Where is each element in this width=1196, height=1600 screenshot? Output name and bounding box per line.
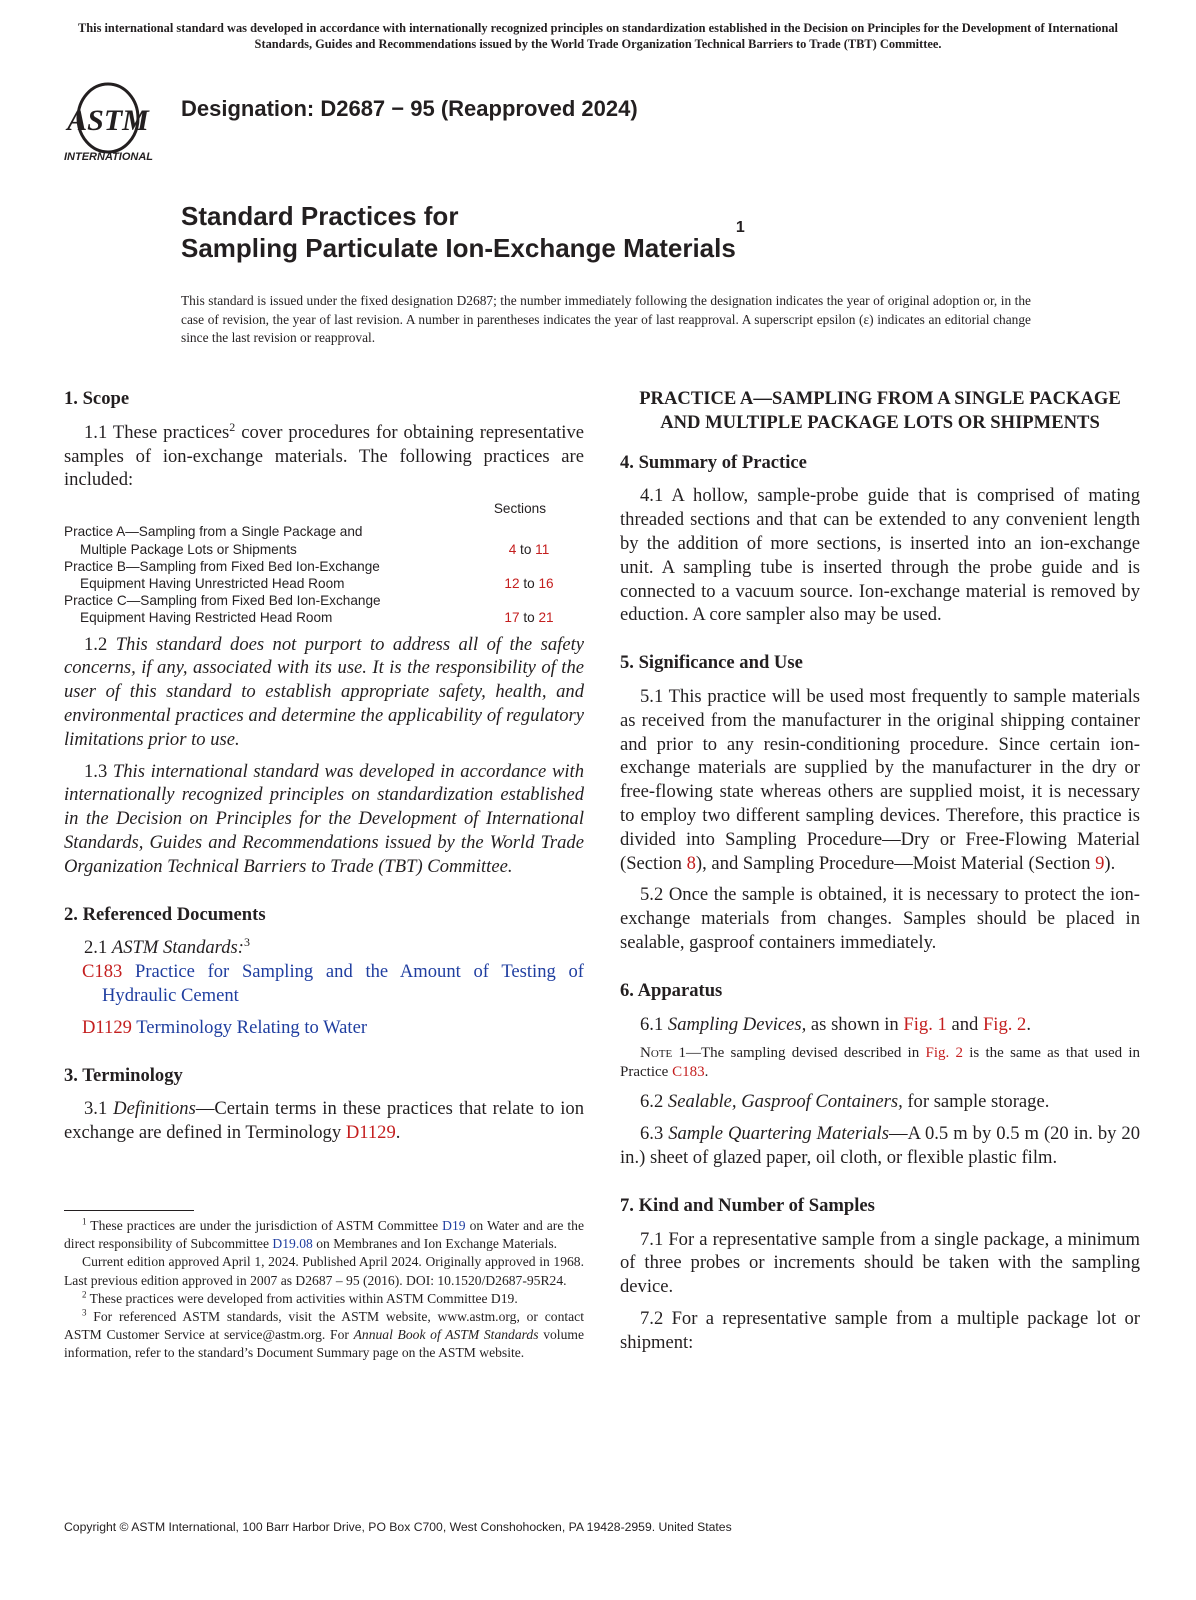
para-1-1: 1.1 These practices$^2$ cover procedures for obtaining representative samples of ion-exchange materials. The following practices are included: xyxy=(64,419,584,491)
issued-note: This standard is issued under the fixed designation D2687; the number immediately following the designation indicates the year of original adoption or, in the case of revision, the year of last revision. A number in parentheses indicates the year of last reapproval. A superscript epsilon (ε) indicates an editorial change since the last revision or reapproval. xyxy=(181,293,1031,345)
toc-link[interactable]: 12 xyxy=(504,576,520,591)
footnote-3: $^3$ For referenced ASTM standards, visit the ASTM website, www.astm.org, or contact ASTM Customer Service at service@astm.org. For Annual Book of ASTM Standards volume information, refer to the standard’s Document Summary page on the ASTM website. xyxy=(64,1307,584,1361)
para-6-3: 6.3 Sample Quartering Materials—A 0.5 m by 0.5 m (20 in. by 20 in.) sheet of glazed paper, oil cloth, or flexible plastic film. xyxy=(620,1123,1141,1168)
toc-link[interactable]: 21 xyxy=(538,610,554,626)
toc-header: Sections xyxy=(493,501,546,517)
toc-link[interactable]: 4 xyxy=(508,541,517,557)
terminology-link[interactable]: D1129 xyxy=(345,1122,396,1144)
toc-link[interactable]: 17 xyxy=(504,610,520,626)
left-column xyxy=(64,387,584,1153)
para-5-1: 5.1 This practice will be used most frequently to sample materials as received from the manufacturer in the original shipping container and prior to any resin-conditioning procedure. Since certain ion-exchange materials are supplied by the manufacturer in the dry or free-flowing state whereas others are supplied moist, it is necessary to employ two different sampling devices. Therefore, this practice is divided into Sampling Procedure—Dry or Free-Flowing Material (Section 8), and Sampling Procedure—Moist Material (Section 9). xyxy=(620,685,1140,874)
title-line-2: Sampling Particulate Ion-Exchange Materials$^1$ xyxy=(181,219,745,263)
section-scope-heading: 1. Scope xyxy=(64,388,130,409)
figure-link[interactable]: Fig. 2 xyxy=(925,1045,963,1062)
subcommittee-link[interactable]: D19.08 xyxy=(272,1236,313,1252)
reference-item[interactable]: C183 Practice for Sampling and the Amount of Testing of Hydraulic Cement xyxy=(82,961,584,1006)
toc-link[interactable]: 16 xyxy=(538,576,554,591)
logo-letters: ASTM xyxy=(67,104,149,137)
astm-logo xyxy=(62,72,172,167)
right-column xyxy=(620,387,1140,1363)
para-1-2: 1.2 This standard does not purport to address all of the safety concerns, if any, associated with its use. It is the responsibility of the user of this standard to establish appropriate safety, health, and environmental practices and determine the applicability of regulatory limitations prior to use. xyxy=(64,633,584,750)
practice-a-heading: PRACTICE A—SAMPLING FROM A SINGLE PACKAGE AND MULTIPLE PACKAGE LOTS OR SHIPMENTS xyxy=(639,388,1121,433)
designation: Designation: D2687 − 95 (Reapproved 2024) xyxy=(181,96,638,121)
footnote-2: $^2$ These practices were developed from activities within ASTM Committee D19. xyxy=(82,1289,518,1306)
section-refdocs-heading: 2. Referenced Documents xyxy=(64,903,266,925)
copyright-footer: Copyright © ASTM International, 100 Barr Harbor Drive, PO Box C700, West Conshohocken, PA 19428-2959. United States xyxy=(64,1520,732,1534)
logo-subtext: INTERNATIONAL xyxy=(64,151,154,163)
para-5-2: 5.2 Once the sample is obtained, it is necessary to protect the ion-exchange materials from changes. Samples should be placed in sealable, gasproof containers immediately. xyxy=(620,884,1140,953)
section-link[interactable]: 8 xyxy=(686,852,696,874)
figure-link[interactable]: Fig. 1 xyxy=(903,1013,947,1035)
astm-logo-mark xyxy=(62,72,172,167)
document-title xyxy=(181,200,745,264)
committee-link[interactable]: D19 xyxy=(442,1218,466,1233)
section-kind-heading: 7. Kind and Number of Samples xyxy=(620,1194,875,1216)
para-6-2: 6.2 Sealable, Gasproof Containers, for sample storage. xyxy=(640,1091,1050,1113)
para-6-1: 6.1 Sampling Devices, as shown in Fig. 1 and Fig. 2. xyxy=(640,1013,1032,1035)
para-7-1: 7.1 For a representative sample from a single package, a minimum of three probes or increments should be taken with the sampling device. xyxy=(620,1228,1140,1298)
toc-row: Practice B—Sampling from Fixed Bed Ion-Exchange Equipment Having Unrestricted Head Room 12 to 16 xyxy=(64,558,554,591)
reference-item[interactable]: D1129 Terminology Relating to Water xyxy=(82,1016,368,1038)
wto-notice: This international standard was developed in accordance with internationally recognized principles on standardization established in the Decision on Principles for the Development of International Standards, Guides and Recommendations issued by the World Trade Organization Technical Barriers to Trade (TBT) Committee. xyxy=(77,21,1119,51)
figure-link[interactable]: Fig. 2 xyxy=(982,1013,1027,1035)
footnote-divider xyxy=(64,1210,194,1211)
para-2-1: 2.1 ASTM Standards:$^3$ xyxy=(84,935,250,959)
section-summary-heading: 4. Summary of Practice xyxy=(620,451,807,473)
para-3-1: 3.1 Definitions—Certain terms in these practices that relate to ion exchange are defined in Terminology D1129. xyxy=(64,1098,584,1144)
section-terminology-heading: 3. Terminology xyxy=(64,1064,183,1086)
footnote-1-edition: Current edition approved April 1, 2024. Published April 2024. Originally approved in 1968. Last previous edition approved in 2007 as D2687 – 95 (2016). DOI: 10.1520/D2687-95R24. xyxy=(64,1254,584,1288)
standard-link[interactable]: C183 xyxy=(672,1064,705,1081)
footnotes xyxy=(64,1210,584,1363)
toc-row: Practice C—Sampling from Fixed Bed Ion-Exchange Equipment Having Restricted Head Room 17 to 21 xyxy=(64,593,554,626)
title-footnote-mark: 1 xyxy=(735,219,745,236)
footnote-1: $^1$ These practices are under the jurisdiction of ASTM Committee D19 on Water and are the direct responsibility of Subcommittee D19.08 on Membranes and Ion Exchange Materials. xyxy=(64,1216,584,1252)
section-apparatus-heading: 6. Apparatus xyxy=(620,979,723,1001)
section-link[interactable]: 9 xyxy=(1095,852,1105,874)
para-1-3: 1.3 This international standard was developed in accordance with internationally recognized principles on standardization established in the Decision on Principles for the Development of International Standards, Guides and Recommendations issued by the World Trade Organization Technical Barriers to Trade (TBT) Committee. xyxy=(64,760,585,877)
title-line-1: Standard Practices for xyxy=(181,201,459,231)
toc-row: Practice A—Sampling from a Single Package and Multiple Package Lots or Shipments 4 to 11 xyxy=(64,524,550,557)
section-significance-heading: 5. Significance and Use xyxy=(620,652,803,674)
para-7-2: 7.2 For a representative sample from a multiple package lot or shipment: xyxy=(620,1307,1140,1353)
toc-link[interactable]: 11 xyxy=(535,541,550,557)
practices-table xyxy=(64,500,584,626)
para-4-1: 4.1 A hollow, sample-probe guide that is comprised of mating threaded sections and that can be extended to any convenient length by the addition of more sections, is inserted into an ion-exchange unit. A sampling tube is inserted through the probe guide and is connected to a vacuum source. Ion-exchange material is removed by eduction. A core sampler also may be used. xyxy=(620,485,1140,626)
note-1: Note 1—The sampling devised described in Fig. 2 is the same as that used in Practice C183. xyxy=(620,1045,1141,1081)
